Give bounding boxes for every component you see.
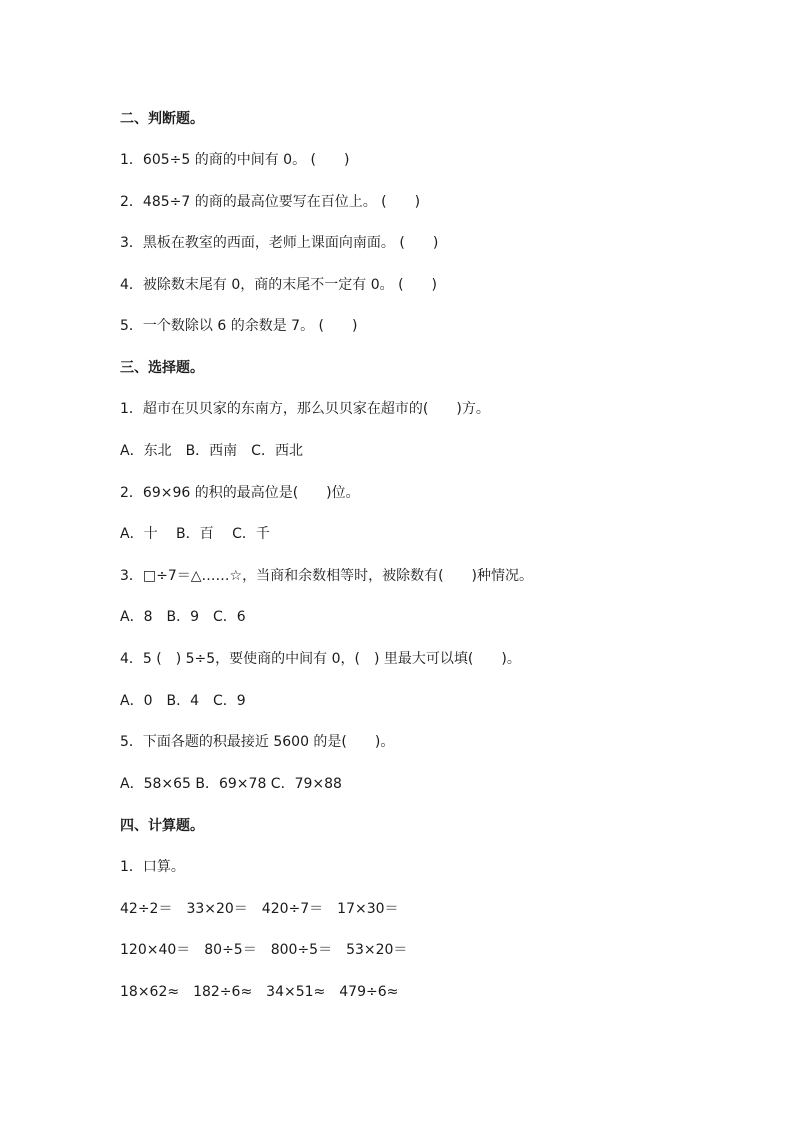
- choice-options-3: A．8 B．9 C．6: [120, 609, 246, 625]
- section-title-judgment: 二、判断题。: [120, 111, 204, 127]
- choice-question-5: 5．下面各题的积最接近 5600 的是( )。: [120, 734, 395, 750]
- calculation-subtitle: 1．口算。: [120, 859, 185, 875]
- calculation-row-3: 18×62≈ 182÷6≈ 34×51≈ 479÷6≈: [120, 984, 399, 1000]
- choice-options-1: A．东北 B．西南 C．西北: [120, 443, 303, 459]
- choice-question-2: 2．69×96 的积的最高位是( )位。: [120, 485, 360, 501]
- judgment-item-5: 5．一个数除以 6 的余数是 7。 ( ): [120, 318, 358, 334]
- choice-options-5: A．58×65 B．69×78 C．79×88: [120, 776, 342, 792]
- judgment-item-3: 3．黑板在教室的西面，老师上课面向南面。 ( ): [120, 235, 439, 251]
- choice-question-3: 3．□÷7＝△……☆，当商和余数相等时，被除数有( )种情况。: [120, 568, 534, 584]
- choice-question-1: 1．超市在贝贝家的东南方，那么贝贝家在超市的( )方。: [120, 401, 490, 417]
- calculation-row-2: 120×40＝ 80÷5＝ 800÷5＝ 53×20＝: [120, 942, 408, 958]
- choice-options-4: A．0 B．4 C．9: [120, 693, 246, 709]
- judgment-item-2: 2．485÷7 的商的最高位要写在百位上。 ( ): [120, 194, 421, 210]
- judgment-item-1: 1．605÷5 的商的中间有 0。 ( ): [120, 152, 350, 168]
- section-title-choice: 三、选择题。: [120, 360, 204, 376]
- choice-question-4: 4．5 ( ) 5÷5，要使商的中间有 0，( ) 里最大可以填( )。: [120, 651, 521, 667]
- section-title-calculation: 四、计算题。: [120, 818, 204, 834]
- calculation-row-1: 42÷2＝ 33×20＝ 420÷7＝ 17×30＝: [120, 901, 399, 917]
- judgment-item-4: 4．被除数末尾有 0，商的末尾不一定有 0。 ( ): [120, 277, 437, 293]
- choice-options-2: A．十 B．百 C．千: [120, 526, 270, 542]
